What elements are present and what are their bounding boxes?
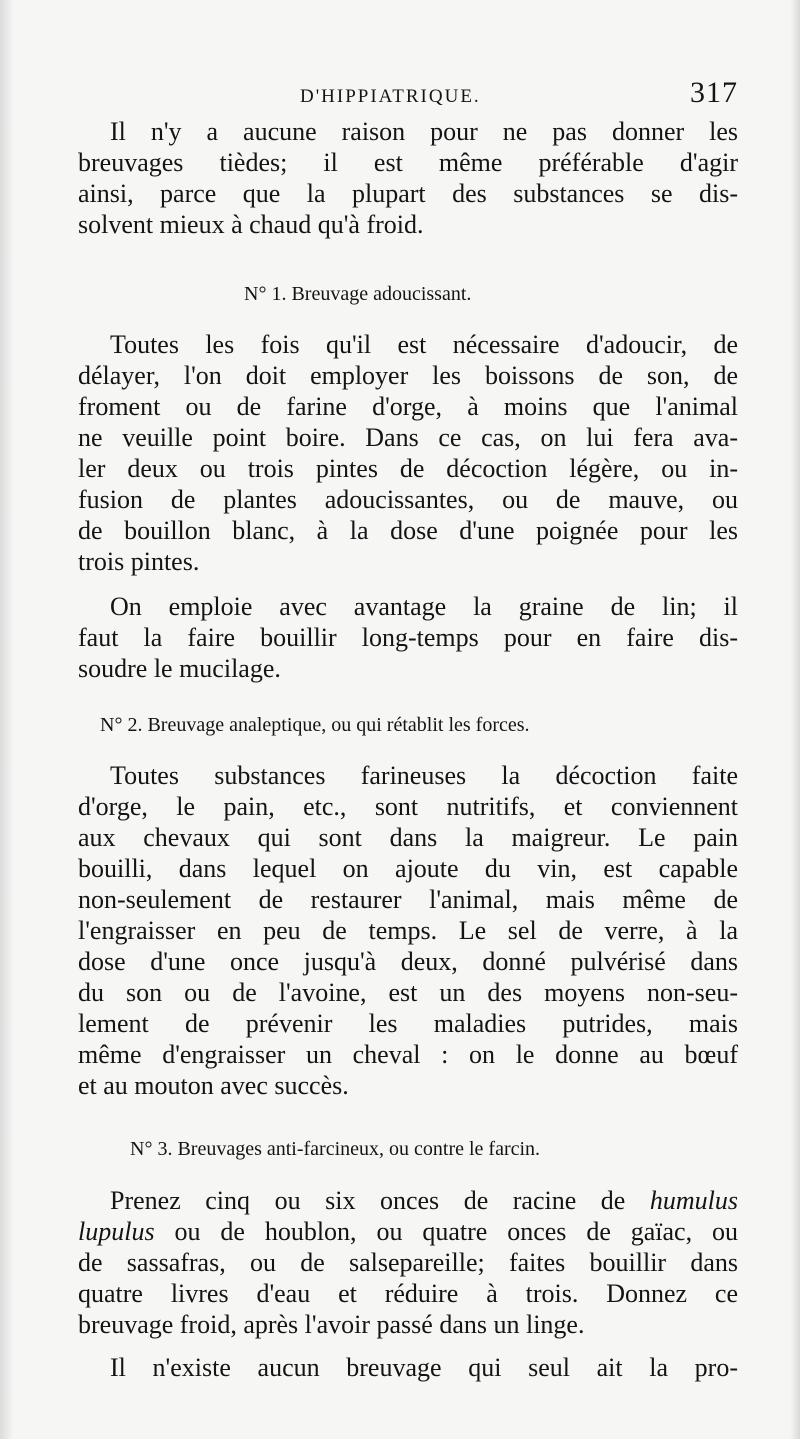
text-line: de bouillon blanc, à la dose d'une poignée pour les	[78, 516, 738, 545]
intro-paragraph	[78, 116, 738, 240]
text-line: même d'engraisser un cheval : on le donne au bœuf	[78, 1040, 738, 1069]
text-line: l'engraisser en peu de temps. Le sel de verre, à la	[78, 916, 738, 945]
text-line: On emploie avec avantage la graine de lin; il	[110, 592, 738, 621]
text-line: Il n'existe aucun breuvage qui seul ait la pro-	[110, 1353, 738, 1382]
text-line: breuvage froid, après l'avoir passé dans un linge.	[78, 1310, 585, 1339]
section-heading-3: N° 3. Breuvages anti-farcineux, ou contre le farcin.	[130, 1138, 541, 1160]
text-line: fusion de plantes adoucissantes, ou de mauve, ou	[78, 485, 738, 514]
page-header	[78, 76, 738, 116]
section-heading-2: N° 2. Breuvage analeptique, ou qui rétablit les forces.	[100, 714, 530, 736]
text-line: faut la faire bouillir long-temps pour en faire dis-	[78, 623, 738, 652]
text-line: Il n'y a aucune raison pour ne pas donner les	[110, 117, 738, 146]
text-line: quatre livres d'eau et réduire à trois. Donnez ce	[78, 1279, 738, 1308]
text-line: non-seulement de restaurer l'animal, mais même de	[78, 885, 738, 914]
text-line	[78, 1216, 738, 1247]
italic-term: lupulus	[78, 1217, 155, 1246]
text-line: Toutes les fois qu'il est nécessaire d'adoucir, de	[110, 330, 738, 359]
text-line: soudre le mucilage.	[78, 654, 281, 683]
text-line: solvent mieux à chaud qu'à froid.	[78, 210, 424, 239]
page-number: 317	[690, 76, 738, 109]
text-line: ler deux ou trois pintes de décoction légère, ou in-	[78, 454, 738, 483]
text-line: lement de prévenir les maladies putrides, mais	[78, 1009, 738, 1038]
text-line: d'orge, le pain, etc., sont nutritifs, et conviennent	[78, 792, 738, 821]
text-fragment: Prenez cinq ou six onces de racine de	[110, 1186, 626, 1215]
section3-paragraph-1	[78, 1185, 738, 1340]
text-line: Toutes substances farineuses la décoction faite	[110, 761, 738, 790]
italic-term: humulus	[649, 1186, 738, 1215]
text-line: breuvages tièdes; il est même préférable d'agir	[78, 148, 738, 177]
text-line: froment ou de farine d'orge, à moins que l'animal	[78, 392, 738, 421]
text-line: du son ou de l'avoine, est un des moyens non-seu-	[78, 978, 738, 1007]
text-line: bouilli, dans lequel on ajoute du vin, est capable	[78, 854, 738, 883]
text-fragment: ou de houblon, ou quatre onces de gaïac, ou	[174, 1217, 739, 1246]
text-line: trois pintes.	[78, 547, 200, 576]
text-line: et au mouton avec succès.	[78, 1071, 349, 1100]
section-heading-1: N° 1. Breuvage adoucissant.	[244, 283, 472, 305]
page-edge-left	[0, 0, 14, 1439]
section1-paragraph-1	[78, 329, 738, 577]
section3-paragraph-2	[78, 1352, 738, 1383]
text-line: dose d'une once jusqu'à deux, donné pulvérisé dans	[78, 947, 738, 976]
text-line: ne veuille point boire. Dans ce cas, on lui fera ava-	[78, 423, 738, 452]
text-line: ainsi, parce que la plupart des substances se dis-	[78, 179, 738, 208]
text-line: de sassafras, ou de salsepareille; faites bouillir dans	[78, 1248, 738, 1277]
section2-paragraph-1	[78, 760, 738, 1101]
text-line	[78, 1185, 738, 1216]
page-edge-right	[790, 0, 800, 1439]
running-head: D'HIPPIATRIQUE.	[300, 86, 481, 107]
text-line: aux chevaux qui sont dans la maigreur. Le pain	[78, 823, 738, 852]
section1-paragraph-2	[78, 591, 738, 684]
text-line: délayer, l'on doit employer les boissons de son, de	[78, 361, 738, 390]
